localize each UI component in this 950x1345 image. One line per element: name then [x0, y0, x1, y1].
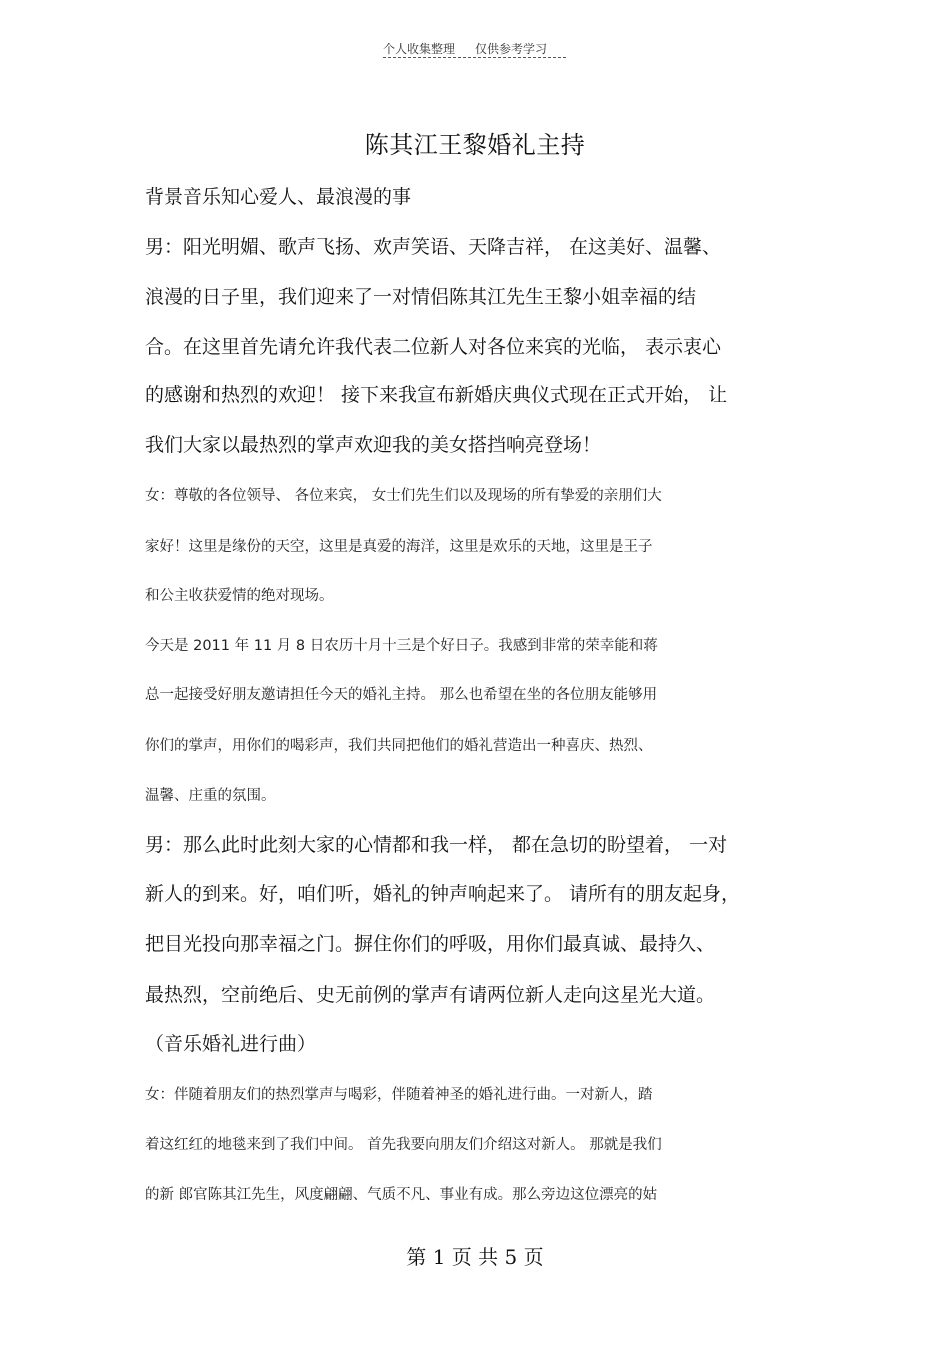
page-number-footer: 第 1 页 共 5 页: [406, 1245, 544, 1269]
body-line: 合。在这里首先请允许我代表二位新人对各位来宾的光临， 表示衷心: [145, 336, 722, 358]
body-line: 的感谢和热烈的欢迎！ 接下来我宣布新婚庆典仪式现在正式开始， 让: [145, 384, 728, 406]
body-line: 男：阳光明媚、歌声飞扬、欢声笑语、天降吉祥， 在这美好、温馨、: [145, 236, 722, 258]
header-right-text: 仅供参考学习: [475, 42, 548, 56]
body-line: 家好！这里是缘份的天空，这里是真爱的海洋，这里是欢乐的天地，这里是王子: [145, 539, 653, 555]
body-line: 着这红红的地毯来到了我们中间。 首先我要向朋友们介绍这对新人。 那就是我们: [145, 1137, 662, 1153]
body-line: 和公主收获爱情的绝对现场。: [145, 588, 334, 604]
body-line: 男：那么此时此刻大家的心情都和我一样， 都在急切的盼望着， 一对: [145, 834, 728, 856]
header-divider: [383, 57, 566, 58]
body-line: 浪漫的日子里，我们迎来了一对情侣陈其江先生王黎小姐幸福的结: [145, 286, 697, 308]
body-line: 最热烈，空前绝后、史无前例的掌声有请两位新人走向这星光大道。: [145, 984, 716, 1006]
document-title: 陈其江王黎婚礼主持: [364, 131, 586, 159]
body-line: 背景音乐知心爱人、最浪漫的事: [145, 186, 412, 208]
body-line: 总一起接受好朋友邀请担任今天的婚礼主持。 那么也希望在坐的各位朋友能够用: [145, 687, 658, 703]
body-line: 我们大家以最热烈的掌声欢迎我的美女搭挡响亮登场！: [145, 434, 602, 456]
body-line: 女：尊敬的各位领导、 各位来宾， 女士们先生们以及现场的所有挚爱的亲朋们大: [145, 488, 662, 504]
body-line: 的新 郎官陈其江先生，风度翩翩、气质不凡、事业有成。那么旁边这位漂亮的姑: [145, 1187, 658, 1203]
body-line: （音乐婚礼进行曲）: [145, 1033, 317, 1055]
body-line: 今天是 2011 年 11 月 8 日农历十月十三是个好日子。我感到非常的荣幸能和蒋: [145, 638, 658, 654]
body-line: 温馨、庄重的氛围。: [145, 788, 276, 804]
body-line: 新人的到来。好，咱们听，婚礼的钟声响起来了。 请所有的朋友起身，: [145, 883, 741, 905]
header-left-text: 个人收集整理: [383, 42, 456, 56]
body-line: 把目光投向那幸福之门。摒住你们的呼吸，用你们最真诚、最持久、: [145, 933, 716, 955]
body-line: 女：伴随着朋友们的热烈掌声与喝彩，伴随着神圣的婚礼进行曲。一对新人，踏: [145, 1087, 653, 1103]
body-line: 你们的掌声，用你们的喝彩声，我们共同把他们的婚礼营造出一种喜庆、热烈、: [145, 738, 653, 754]
page-header: [383, 40, 573, 57]
